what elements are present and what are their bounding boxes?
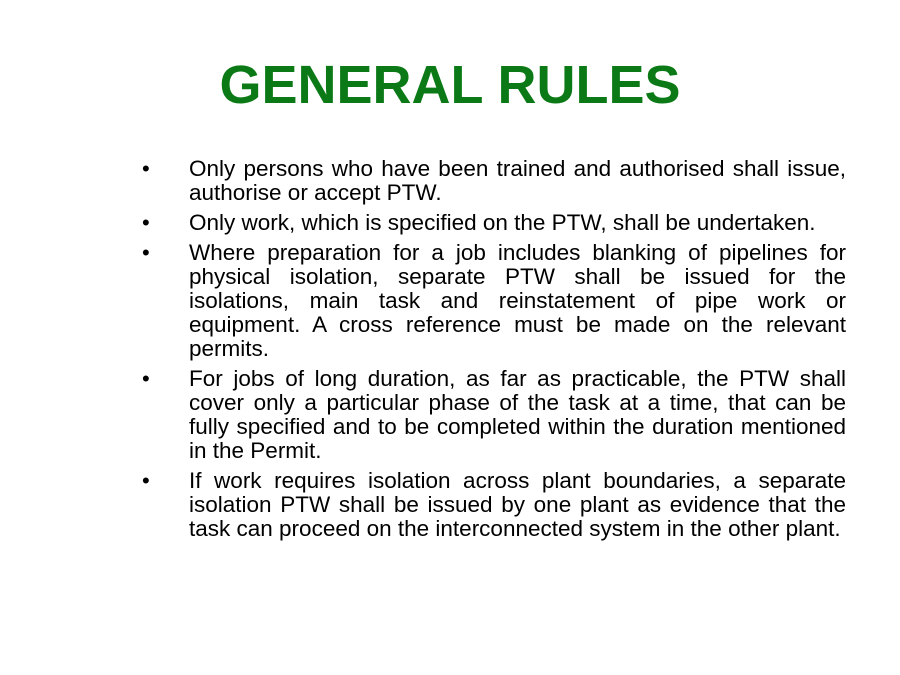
bullet-icon: •	[142, 156, 150, 181]
rule-text: Only work, which is specified on the PTW, shall be undertaken.	[189, 210, 816, 235]
rule-text: For jobs of long duration, as far as practicable, the PTW shall cover only a particular phase of the task at a time, that can be fully specified and to be completed within the duration mentioned in the Permit.	[189, 366, 846, 463]
bullet-icon: •	[142, 240, 150, 265]
rule-text: Where preparation for a job includes blanking of pipelines for physical isolation, separate PTW shall be issued for the isolations, main task and reinstatement of pipe work or equipment. A cross reference must be made on the relevant permits.	[189, 240, 846, 361]
rule-item	[140, 367, 846, 463]
rule-item	[140, 211, 846, 235]
rule-item	[140, 241, 846, 361]
rule-item	[140, 157, 846, 205]
slide-title: GENERAL RULES	[219, 55, 681, 115]
rule-text: Only persons who have been trained and authorised shall issue, authorise or accept PTW.	[189, 156, 846, 205]
bullet-icon: •	[142, 468, 150, 493]
bullet-icon: •	[142, 210, 150, 235]
rule-text: If work requires isolation across plant boundaries, a separate isolation PTW shall be issued by one plant as evidence that the task can proceed on the interconnected system in the other plant.	[189, 468, 846, 541]
rules-list	[140, 157, 846, 547]
bullet-icon: •	[142, 366, 150, 391]
rule-item	[140, 469, 846, 541]
